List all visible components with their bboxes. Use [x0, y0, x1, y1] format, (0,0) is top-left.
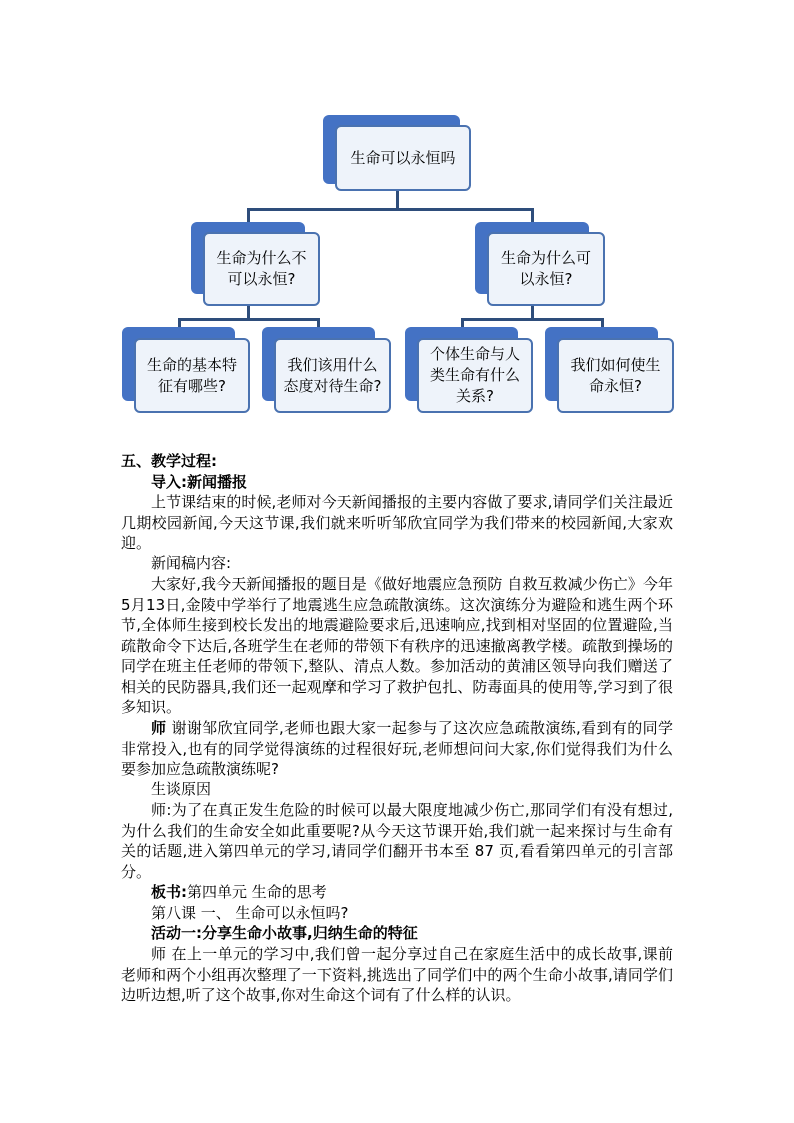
- paragraph-board: [121, 882, 673, 903]
- node-rr-label: 我们如何使生命永恒?: [557, 338, 674, 413]
- node-left-label: 生命为什么不可以永恒?: [203, 232, 320, 306]
- paragraph-reason: 师:为了在真正发生危险的时候可以最大限度地减少伤亡,那同学们有没有想过,为什么我们的生命安全如此重要呢?从今天这节课开始,我们就一起来探讨与生命有关的话题,进入第四单元的学习,请同学们翻开书本至 87 页,看看第四单元的引言部分。: [121, 801, 673, 881]
- board-label: 板书:: [151, 883, 187, 901]
- concept-diagram: [0, 0, 794, 440]
- paragraph-teacher: [121, 718, 673, 780]
- intro-title: 导入:新闻播报: [151, 473, 247, 491]
- paragraph-activity: 师 在上一单元的学习中,我们曾一起分享过自己在家庭生活中的成长故事,课前老师和两个小组再次整理了一下资料,挑选出了同学们中的两个生命小故事,请同学们边听边想,听了这个故事,你对生命这个词有了什么样的认识。: [121, 945, 673, 1004]
- activity-title: 活动一:分享生命小故事,归纳生命的特征: [151, 924, 418, 942]
- node-ll-label: 生命的基本特征有哪些?: [134, 338, 250, 413]
- node-rl-label: 个体生命与人类生命有什么关系?: [417, 338, 533, 413]
- teacher-text: 谢谢邹欣宜同学,老师也跟大家一起参与了这次应急疏散演练,看到有的同学非常投入,也有的同学觉得演练的过程很好玩,老师想问问大家,你们觉得我们为什么要参加应急疏散演练呢?: [121, 719, 673, 778]
- node-lr-label: 我们该用什么态度对待生命?: [274, 338, 391, 413]
- news-label: 新闻稿内容:: [151, 554, 232, 572]
- connector-left-bar: [178, 318, 320, 321]
- section-heading: 五、教学过程:: [121, 452, 217, 470]
- board-text: 第四单元 生命的思考: [187, 883, 327, 901]
- paragraph-lesson: 第八课 一、 生命可以永恒吗?: [151, 904, 349, 922]
- teacher-label: 师: [151, 719, 167, 737]
- node-root-label: 生命可以永恒吗: [335, 125, 471, 191]
- connector-level1-bar: [247, 208, 534, 211]
- paragraph-students: 生谈原因: [151, 780, 212, 798]
- node-right-label: 生命为什么可以永恒?: [487, 232, 605, 306]
- paragraph-intro: 上节课结束的时候,老师对今天新闻播报的主要内容做了要求,请同学们关注最近几期校园新闻,今天这节课,我们就来听听邹欣宜同学为我们带来的校园新闻,大家欢迎。: [121, 493, 673, 552]
- connector-right-bar: [461, 318, 604, 321]
- paragraph-news: 大家好,我今天新闻播报的题目是《做好地震应急预防 自救互救减少伤亡》今年 5月13日,金陵中学举行了地震逃生应急疏散演练。这次演练分为避险和逃生两个环节,全体师生接到校长发出的地震避险要求后,迅速响应,找到相对坚固的位置避险,当疏散命令下达后,各班学生在老师的带领下有秩序的迅速撤离教学楼。疏散到操场的同学在班主任老师的带领下,整队、清点人数。参加活动的黄浦区领导向我们赠送了相关的民防器具,我们还一起观摩和学习了救护包扎、防毒面具的使用等,学习到了很多知识。: [121, 575, 673, 716]
